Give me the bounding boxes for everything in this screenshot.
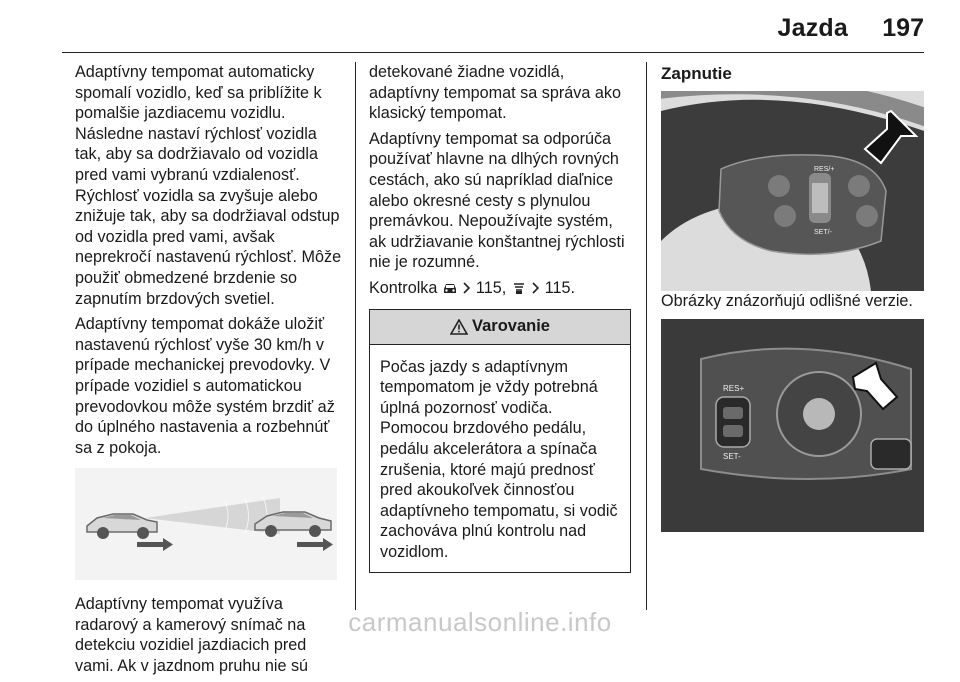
steering-wheel-controls-diagram (661, 319, 924, 532)
page-number: 197 (882, 14, 924, 42)
paragraph-acc-speed: Adaptívny tempomat dokáže uložiť nastavenú rýchlosť vyše 30 km/h v prípade mechanickej prevodovky. V prípade vozidiel s automatickou prevodovkou môže systém brzdiť až do úplného nastavenia a rozbehnúť sa z pokoja. (75, 315, 335, 457)
section-heading: Zapnutie (661, 64, 732, 83)
steering-wheel-controls-diagram (661, 91, 924, 291)
warning-box (369, 309, 631, 574)
paragraph-classic-mode: detekované žiadne vozidlá, adaptívny tempomat sa správa ako klasický tempomat. (369, 63, 621, 123)
warning-header: Varovanie (370, 310, 630, 345)
distance-indicator-icon (511, 280, 527, 301)
header-rule (62, 52, 924, 53)
steering-wheel-image-1 (661, 91, 924, 291)
warning-triangle-icon (450, 319, 468, 335)
page-reference-icon (531, 280, 540, 301)
car-indicator-icon (442, 280, 458, 301)
radar-illustration (75, 468, 337, 580)
figure-caption: Obrázky znázorňujú odlišné verzie. (661, 291, 913, 310)
column-right (661, 62, 927, 532)
column-middle (369, 62, 631, 573)
column-left (75, 62, 345, 682)
column-divider (355, 62, 356, 610)
paragraph-acc-sensors: Adaptívny tempomat využíva radarový a kamerový snímač na detekciu vozidiel jazdiacich pred vami. Ak v jazdnom pruhu nie sú (75, 595, 309, 676)
paragraph-indicator: Kontrolka 115, 115. (369, 278, 631, 301)
radar-diagram (75, 468, 337, 580)
paragraph-acc-intro: Adaptívny tempomat automaticky spomalí vozidlo, keď sa priblížite k pomalšie jazdiacemu vozidlu. Následne nastaví rýchlosť vozidla tak, aby sa dodržiavalo od vozidla pred vami vybranú vzdialenosť. Rýchlosť vozidla sa zvyšuje alebo znižuje tak, aby sa dodržiaval odstup od vozidla pred vami, avšak neprekročí nastavenú rýchlosť. Môže použiť obmedzené brzdenie so zapnutím brzdových svetiel. (75, 63, 342, 308)
page-header (0, 0, 960, 56)
page-reference-icon (462, 280, 471, 301)
svg-text:RES/+: RES/+ (814, 165, 835, 173)
svg-text:SET-: SET- (723, 452, 741, 462)
svg-text:RES+: RES+ (723, 384, 745, 394)
paragraph-recommendation: Adaptívny tempomat sa odporúča používať hlavne na dlhých rovných cestách, ako sú napríklad diaľnice alebo okresné cesty s plynulou premávkou. Nepoužívajte systém, ak udržiavanie konštantnej rýchlosti nie je rozumné. (369, 129, 625, 272)
warning-text: Počas jazdy s adaptívnym tempomatom je vždy potrebná úplná pozornosť vodiča. Pomocou brzdového pedálu, pedálu akcelerátora a spínača zrušenia, ktoré majú prednosť pred akoukoľvek činnosťou adaptívneho tempomatu, si vodič zachováva plnú kontrolu nad vozidlom. (380, 357, 618, 561)
steering-wheel-image-2 (661, 319, 924, 532)
column-divider (646, 62, 647, 610)
svg-text:SET/-: SET/- (814, 228, 832, 236)
section-title: Jazda (777, 14, 848, 42)
watermark: carmanualsonline.info (348, 607, 612, 637)
